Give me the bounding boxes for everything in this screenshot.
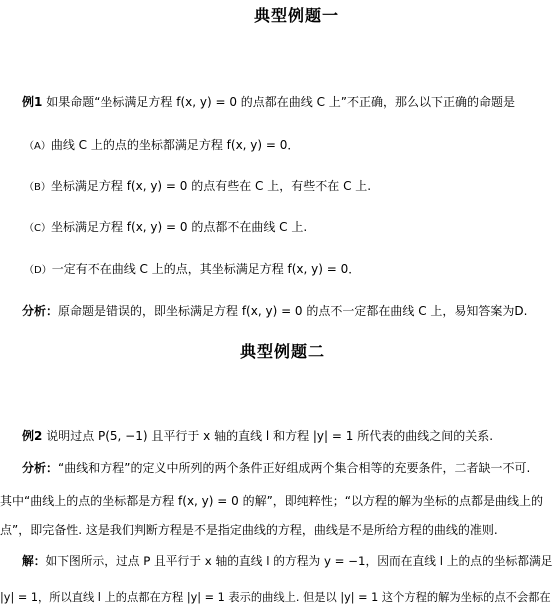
solution-text-1: 如下图所示，过点 P 且平行于 x 轴的直线 l 的方程为 y = −1，因而在直线 l 上的点的坐标都满足 — [45, 554, 553, 568]
example2-label: 例2 — [22, 429, 43, 443]
analysis1-label: 分析： — [22, 304, 59, 318]
example2-analysis-line-1 — [22, 460, 530, 476]
example1-label: 例1 — [22, 95, 43, 109]
example2-solution-line-1 — [22, 553, 553, 569]
option-d-label: （D） — [24, 265, 52, 276]
section2-title: 典型例题二 — [240, 342, 326, 361]
example1-analysis — [22, 303, 527, 319]
analysis1-text: 原命题是错误的，即坐标满足方程 f(x, y) = 0 的点不一定都在曲线 C 上，易知答案为D. — [58, 304, 528, 318]
option-c-text: 坐标满足方程 f(x, y) = 0 的点都不在曲线 C 上. — [50, 220, 308, 234]
example2-text: 说明过点 P(5, −1) 且平行于 x 轴的直线 l 和方程 |y| = 1 所代表的曲线之间的关系. — [46, 429, 494, 443]
option-c — [24, 219, 307, 237]
option-a-label: （A） — [24, 141, 51, 152]
example2-solution-line-2: |y| = 1，所以直线 l 上的点都在方程 |y| = 1 表示的曲线上. 但是以 |y| = 1 这个方程的解为坐标的点不会都在 — [0, 591, 551, 604]
option-a — [24, 137, 299, 155]
example2-question — [22, 428, 493, 444]
example2-analysis-line-3: 点”，即完备性. 这是我们判断方程是不是指定曲线的方程，曲线是不是所给方程的曲线的准则. — [0, 523, 498, 537]
option-b-text: 坐标满足方程 f(x, y) = 0 的点有些在 C 上，有些不在 C 上. — [50, 179, 372, 193]
section1-title: 典型例题一 — [254, 6, 340, 25]
analysis2-text-1: “曲线和方程”的定义中所列的两个条件正好组成两个集合相等的充要条件，二者缺一不可. — [58, 461, 531, 475]
solution-label: 解： — [22, 554, 46, 568]
analysis2-label: 分析： — [22, 461, 59, 475]
option-b-label: （B） — [24, 182, 51, 193]
example2-analysis-line-2: 其中“曲线上的点的坐标都是方程 f(x, y) = 0 的解”，即纯粹性；“以方程的解为坐标的点都是曲线上的 — [0, 494, 544, 508]
option-d — [24, 261, 360, 279]
option-c-label: （C） — [24, 223, 51, 234]
option-b — [24, 178, 371, 196]
option-a-text: 曲线 C 上的点的坐标都满足方程 f(x, y) = 0． — [50, 138, 300, 152]
example1-text: 如果命题“坐标满足方程 f(x, y) = 0 的点都在曲线 C 上”不正确，那么以下正确的命题是 — [46, 95, 515, 109]
example1-question — [22, 94, 515, 110]
option-d-text: 一定有不在曲线 C 上的点，其坐标满足方程 f(x, y) = 0． — [51, 262, 361, 276]
